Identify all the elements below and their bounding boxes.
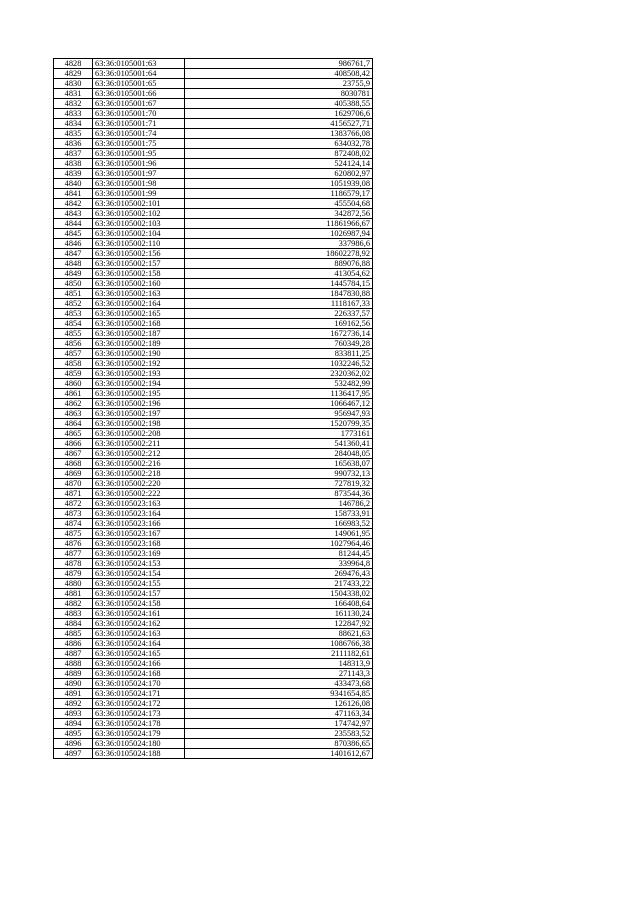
cadastral-number: 63:36:0105023:166	[93, 519, 185, 529]
table-row	[54, 689, 373, 699]
cadastral-value: 727819,32	[185, 479, 373, 489]
row-number: 4841	[54, 189, 93, 199]
cadastral-value: 23755,9	[185, 79, 373, 89]
table-row	[54, 279, 373, 289]
cadastral-value: 166983,52	[185, 519, 373, 529]
row-number: 4877	[54, 549, 93, 559]
table-row	[54, 599, 373, 609]
table-row	[54, 409, 373, 419]
table-row	[54, 399, 373, 409]
table-row	[54, 359, 373, 369]
cadastral-number: 63:36:0105001:98	[93, 179, 185, 189]
table-row	[54, 679, 373, 689]
cadastral-value: 161130,24	[185, 609, 373, 619]
cadastral-value: 2320362,02	[185, 369, 373, 379]
cadastral-number: 63:36:0105002:193	[93, 369, 185, 379]
cadastral-number: 63:36:0105002:189	[93, 339, 185, 349]
table-row	[54, 419, 373, 429]
cadastral-value: 342872,56	[185, 209, 373, 219]
cadastral-number: 63:36:0105023:167	[93, 529, 185, 539]
cadastral-number: 63:36:0105024:154	[93, 569, 185, 579]
cadastral-value: 169162,56	[185, 319, 373, 329]
cadastral-number: 63:36:0105002:218	[93, 469, 185, 479]
cadastral-number: 63:36:0105002:194	[93, 379, 185, 389]
row-number: 4896	[54, 739, 93, 749]
cadastral-value: 471163,34	[185, 709, 373, 719]
cadastral-value: 158733,91	[185, 509, 373, 519]
cadastral-value: 1086766,38	[185, 639, 373, 649]
cadastral-number: 63:36:0105001:71	[93, 119, 185, 129]
cadastral-number: 63:36:0105002:163	[93, 289, 185, 299]
cadastral-number: 63:36:0105023:163	[93, 499, 185, 509]
cadastral-number: 63:36:0105001:65	[93, 79, 185, 89]
cadastral-number: 63:36:0105024:166	[93, 659, 185, 669]
row-number: 4857	[54, 349, 93, 359]
row-number: 4884	[54, 619, 93, 629]
cadastral-value: 433473,68	[185, 679, 373, 689]
table-row	[54, 59, 373, 69]
cadastral-number: 63:36:0105002:197	[93, 409, 185, 419]
cadastral-number: 63:36:0105024:173	[93, 709, 185, 719]
cadastral-value: 1051939,08	[185, 179, 373, 189]
cadastral-value: 760349,28	[185, 339, 373, 349]
row-number: 4828	[54, 59, 93, 69]
row-number: 4882	[54, 599, 93, 609]
table-row	[54, 69, 373, 79]
cadastral-number: 63:36:0105002:103	[93, 219, 185, 229]
table-row	[54, 619, 373, 629]
cadastral-number: 63:36:0105001:95	[93, 149, 185, 159]
cadastral-number: 63:36:0105024:178	[93, 719, 185, 729]
cadastral-value: 1401612,67	[185, 749, 373, 759]
row-number: 4856	[54, 339, 93, 349]
cadastral-value: 269476,43	[185, 569, 373, 579]
cadastral-number: 63:36:0105002:187	[93, 329, 185, 339]
cadastral-value: 986761,7	[185, 59, 373, 69]
row-number: 4836	[54, 139, 93, 149]
cadastral-number: 63:36:0105002:208	[93, 429, 185, 439]
row-number: 4888	[54, 659, 93, 669]
cadastral-number: 63:36:0105002:157	[93, 259, 185, 269]
cadastral-number: 63:36:0105024:165	[93, 649, 185, 659]
table-row	[54, 129, 373, 139]
row-number: 4850	[54, 279, 93, 289]
row-number: 4864	[54, 419, 93, 429]
cadastral-value: 405388,55	[185, 99, 373, 109]
cadastral-value: 81244,45	[185, 549, 373, 559]
table-row	[54, 519, 373, 529]
row-number: 4859	[54, 369, 93, 379]
cadastral-value: 149061,95	[185, 529, 373, 539]
cadastral-value: 9341654,85	[185, 689, 373, 699]
table-row	[54, 179, 373, 189]
row-number: 4852	[54, 299, 93, 309]
row-number: 4875	[54, 529, 93, 539]
cadastral-value: 956947,93	[185, 409, 373, 419]
row-number: 4868	[54, 459, 93, 469]
row-number: 4869	[54, 469, 93, 479]
cadastral-value: 1520799,35	[185, 419, 373, 429]
cadastral-value: 4156527,71	[185, 119, 373, 129]
cadastral-value: 408508,42	[185, 69, 373, 79]
row-number: 4845	[54, 229, 93, 239]
cadastral-number: 63:36:0105002:192	[93, 359, 185, 369]
table-row	[54, 379, 373, 389]
cadastral-number: 63:36:0105001:75	[93, 139, 185, 149]
cadastral-number: 63:36:0105002:196	[93, 399, 185, 409]
cadastral-number: 63:36:0105024:168	[93, 669, 185, 679]
cadastral-number: 63:36:0105002:160	[93, 279, 185, 289]
table-row	[54, 459, 373, 469]
table-row	[54, 669, 373, 679]
cadastral-number: 63:36:0105024:179	[93, 729, 185, 739]
table-row	[54, 449, 373, 459]
table-row	[54, 719, 373, 729]
cadastral-value: 337986,6	[185, 239, 373, 249]
row-number: 4867	[54, 449, 93, 459]
cadastral-number: 63:36:0105002:158	[93, 269, 185, 279]
row-number: 4876	[54, 539, 93, 549]
row-number: 4873	[54, 509, 93, 519]
row-number: 4878	[54, 559, 93, 569]
cadastral-value: 873544,36	[185, 489, 373, 499]
table-row	[54, 539, 373, 549]
table-row	[54, 729, 373, 739]
row-number: 4843	[54, 209, 93, 219]
row-number: 4830	[54, 79, 93, 89]
cadastral-value: 2111182,61	[185, 649, 373, 659]
table-row	[54, 339, 373, 349]
cadastral-number: 63:36:0105002:212	[93, 449, 185, 459]
cadastral-number: 63:36:0105002:195	[93, 389, 185, 399]
table-row	[54, 229, 373, 239]
cadastral-number: 63:36:0105001:66	[93, 89, 185, 99]
cadastral-number: 63:36:0105024:164	[93, 639, 185, 649]
table-row	[54, 659, 373, 669]
table-row	[54, 239, 373, 249]
row-number: 4892	[54, 699, 93, 709]
cadastral-number: 63:36:0105024:157	[93, 589, 185, 599]
table-row	[54, 269, 373, 279]
table-row	[54, 219, 373, 229]
cadastral-value: 1027964,46	[185, 539, 373, 549]
row-number: 4839	[54, 169, 93, 179]
row-number: 4897	[54, 749, 93, 759]
cadastral-number: 63:36:0105023:169	[93, 549, 185, 559]
cadastral-number: 63:36:0105002:216	[93, 459, 185, 469]
table-row	[54, 189, 373, 199]
table-row	[54, 169, 373, 179]
cadastral-value: 1383766,08	[185, 129, 373, 139]
table-row	[54, 259, 373, 269]
cadastral-value: 126126,08	[185, 699, 373, 709]
cadastral-number: 63:36:0105024:155	[93, 579, 185, 589]
row-number: 4887	[54, 649, 93, 659]
row-number: 4854	[54, 319, 93, 329]
cadastral-number: 63:36:0105002:104	[93, 229, 185, 239]
cadastral-number: 63:36:0105001:67	[93, 99, 185, 109]
row-number: 4865	[54, 429, 93, 439]
row-number: 4853	[54, 309, 93, 319]
cadastral-number: 63:36:0105002:222	[93, 489, 185, 499]
row-number: 4860	[54, 379, 93, 389]
table-row	[54, 139, 373, 149]
row-number: 4829	[54, 69, 93, 79]
cadastral-value: 122847,92	[185, 619, 373, 629]
row-number: 4889	[54, 669, 93, 679]
cadastral-value: 990732,13	[185, 469, 373, 479]
row-number: 4832	[54, 99, 93, 109]
cadastral-value: 541360,41	[185, 439, 373, 449]
row-number: 4858	[54, 359, 93, 369]
row-number: 4881	[54, 589, 93, 599]
cadastral-number: 63:36:0105024:161	[93, 609, 185, 619]
row-number: 4862	[54, 399, 93, 409]
cadastral-number: 63:36:0105002:220	[93, 479, 185, 489]
row-number: 4874	[54, 519, 93, 529]
cadastral-number: 63:36:0105001:99	[93, 189, 185, 199]
table-row	[54, 549, 373, 559]
cadastral-value: 226337,57	[185, 309, 373, 319]
cadastral-number: 63:36:0105002:101	[93, 199, 185, 209]
cadastral-value: 148313,9	[185, 659, 373, 669]
table-row	[54, 489, 373, 499]
table-row	[54, 109, 373, 119]
table-row	[54, 429, 373, 439]
row-number: 4879	[54, 569, 93, 579]
row-number: 4844	[54, 219, 93, 229]
cadastral-value: 833811,25	[185, 349, 373, 359]
cadastral-number: 63:36:0105002:156	[93, 249, 185, 259]
row-number: 4871	[54, 489, 93, 499]
table-row	[54, 79, 373, 89]
table-body	[54, 59, 373, 759]
cadastral-number: 63:36:0105024:162	[93, 619, 185, 629]
cadastral-value: 339964,8	[185, 559, 373, 569]
table-row	[54, 569, 373, 579]
cadastral-number: 63:36:0105002:198	[93, 419, 185, 429]
row-number: 4834	[54, 119, 93, 129]
cadastral-number: 63:36:0105001:97	[93, 169, 185, 179]
row-number: 4831	[54, 89, 93, 99]
cadastral-value: 620802,97	[185, 169, 373, 179]
table-row	[54, 249, 373, 259]
cadastral-value: 1629706,6	[185, 109, 373, 119]
cadastral-value: 872408,02	[185, 149, 373, 159]
table-row	[54, 469, 373, 479]
cadastral-value: 1032246,52	[185, 359, 373, 369]
cadastral-value: 174742,97	[185, 719, 373, 729]
cadastral-number: 63:36:0105024:180	[93, 739, 185, 749]
cadastral-value: 455504,68	[185, 199, 373, 209]
table-row	[54, 699, 373, 709]
table-row	[54, 649, 373, 659]
cadastral-value: 889076,88	[185, 259, 373, 269]
cadastral-number: 63:36:0105024:172	[93, 699, 185, 709]
cadastral-number: 63:36:0105024:171	[93, 689, 185, 699]
row-number: 4870	[54, 479, 93, 489]
cadastral-value: 284048,05	[185, 449, 373, 459]
cadastral-value: 165638,07	[185, 459, 373, 469]
cadastral-number: 63:36:0105001:63	[93, 59, 185, 69]
row-number: 4840	[54, 179, 93, 189]
cadastral-value: 524124,14	[185, 159, 373, 169]
row-number: 4886	[54, 639, 93, 649]
table-row	[54, 89, 373, 99]
cadastral-number: 63:36:0105024:163	[93, 629, 185, 639]
row-number: 4866	[54, 439, 93, 449]
table-row	[54, 149, 373, 159]
cadastral-value: 1672736,14	[185, 329, 373, 339]
row-number: 4837	[54, 149, 93, 159]
table-row	[54, 159, 373, 169]
cadastral-value: 271143,3	[185, 669, 373, 679]
row-number: 4861	[54, 389, 93, 399]
cadastral-value: 634032,78	[185, 139, 373, 149]
cadastral-number: 63:36:0105002:165	[93, 309, 185, 319]
table-row	[54, 509, 373, 519]
cadastral-value: 532482,99	[185, 379, 373, 389]
row-number: 4872	[54, 499, 93, 509]
table-row	[54, 299, 373, 309]
cadastral-number: 63:36:0105002:110	[93, 239, 185, 249]
cadastral-number: 63:36:0105001:96	[93, 159, 185, 169]
cadastral-number: 63:36:0105024:153	[93, 559, 185, 569]
row-number: 4835	[54, 129, 93, 139]
table-row	[54, 389, 373, 399]
row-number: 4893	[54, 709, 93, 719]
row-number: 4890	[54, 679, 93, 689]
row-number: 4883	[54, 609, 93, 619]
cadastral-number: 63:36:0105002:211	[93, 439, 185, 449]
cadastral-value: 1773161	[185, 429, 373, 439]
row-number: 4833	[54, 109, 93, 119]
cadastral-value: 18602278,92	[185, 249, 373, 259]
cadastral-value: 1026987,94	[185, 229, 373, 239]
table-row	[54, 209, 373, 219]
row-number: 4895	[54, 729, 93, 739]
table-row	[54, 629, 373, 639]
row-number: 4894	[54, 719, 93, 729]
cadastral-value: 1504338,02	[185, 589, 373, 599]
cadastral-value: 870386,65	[185, 739, 373, 749]
table-row	[54, 309, 373, 319]
table-row	[54, 289, 373, 299]
cadastral-value: 1118167,33	[185, 299, 373, 309]
row-number: 4838	[54, 159, 93, 169]
row-number: 4885	[54, 629, 93, 639]
cadastral-value: 11861966,67	[185, 219, 373, 229]
cadastral-value: 1186579,17	[185, 189, 373, 199]
cadastral-value: 166408,64	[185, 599, 373, 609]
cadastral-number: 63:36:0105002:164	[93, 299, 185, 309]
table-row	[54, 319, 373, 329]
cadastral-value: 88621,63	[185, 629, 373, 639]
table-row	[54, 529, 373, 539]
cadastral-value: 8030781	[185, 89, 373, 99]
table-row	[54, 439, 373, 449]
table-row	[54, 499, 373, 509]
cadastral-value: 146786,2	[185, 499, 373, 509]
table-row	[54, 329, 373, 339]
table-row	[54, 199, 373, 209]
row-number: 4891	[54, 689, 93, 699]
table-row	[54, 99, 373, 109]
table-row	[54, 609, 373, 619]
table-row	[54, 559, 373, 569]
cadastral-value: 235583,52	[185, 729, 373, 739]
table-row	[54, 639, 373, 649]
table-row	[54, 369, 373, 379]
row-number: 4848	[54, 259, 93, 269]
cadastral-value: 1847830,88	[185, 289, 373, 299]
cadastral-number: 63:36:0105002:190	[93, 349, 185, 359]
row-number: 4851	[54, 289, 93, 299]
table-row	[54, 579, 373, 589]
cadastral-number: 63:36:0105023:164	[93, 509, 185, 519]
cadastral-value: 1066467,12	[185, 399, 373, 409]
table-row	[54, 709, 373, 719]
table-row	[54, 749, 373, 759]
row-number: 4849	[54, 269, 93, 279]
cadastral-number: 63:36:0105001:64	[93, 69, 185, 79]
table-row	[54, 349, 373, 359]
table-row	[54, 739, 373, 749]
table-row	[54, 119, 373, 129]
row-number: 4880	[54, 579, 93, 589]
cadastral-number: 63:36:0105001:74	[93, 129, 185, 139]
cadastral-value: 217433,22	[185, 579, 373, 589]
cadastral-number: 63:36:0105024:188	[93, 749, 185, 759]
row-number: 4855	[54, 329, 93, 339]
cadastral-number: 63:36:0105023:168	[93, 539, 185, 549]
row-number: 4846	[54, 239, 93, 249]
cadastral-value: 1136417,95	[185, 389, 373, 399]
row-number: 4863	[54, 409, 93, 419]
cadastral-number: 63:36:0105024:158	[93, 599, 185, 609]
cadastral-number: 63:36:0105002:168	[93, 319, 185, 329]
cadastral-number: 63:36:0105001:70	[93, 109, 185, 119]
table-row	[54, 479, 373, 489]
row-number: 4842	[54, 199, 93, 209]
cadastral-value-table	[53, 58, 373, 759]
row-number: 4847	[54, 249, 93, 259]
cadastral-number: 63:36:0105002:102	[93, 209, 185, 219]
cadastral-value: 413054,62	[185, 269, 373, 279]
table-row	[54, 589, 373, 599]
cadastral-value: 1445784,15	[185, 279, 373, 289]
cadastral-number: 63:36:0105024:170	[93, 679, 185, 689]
